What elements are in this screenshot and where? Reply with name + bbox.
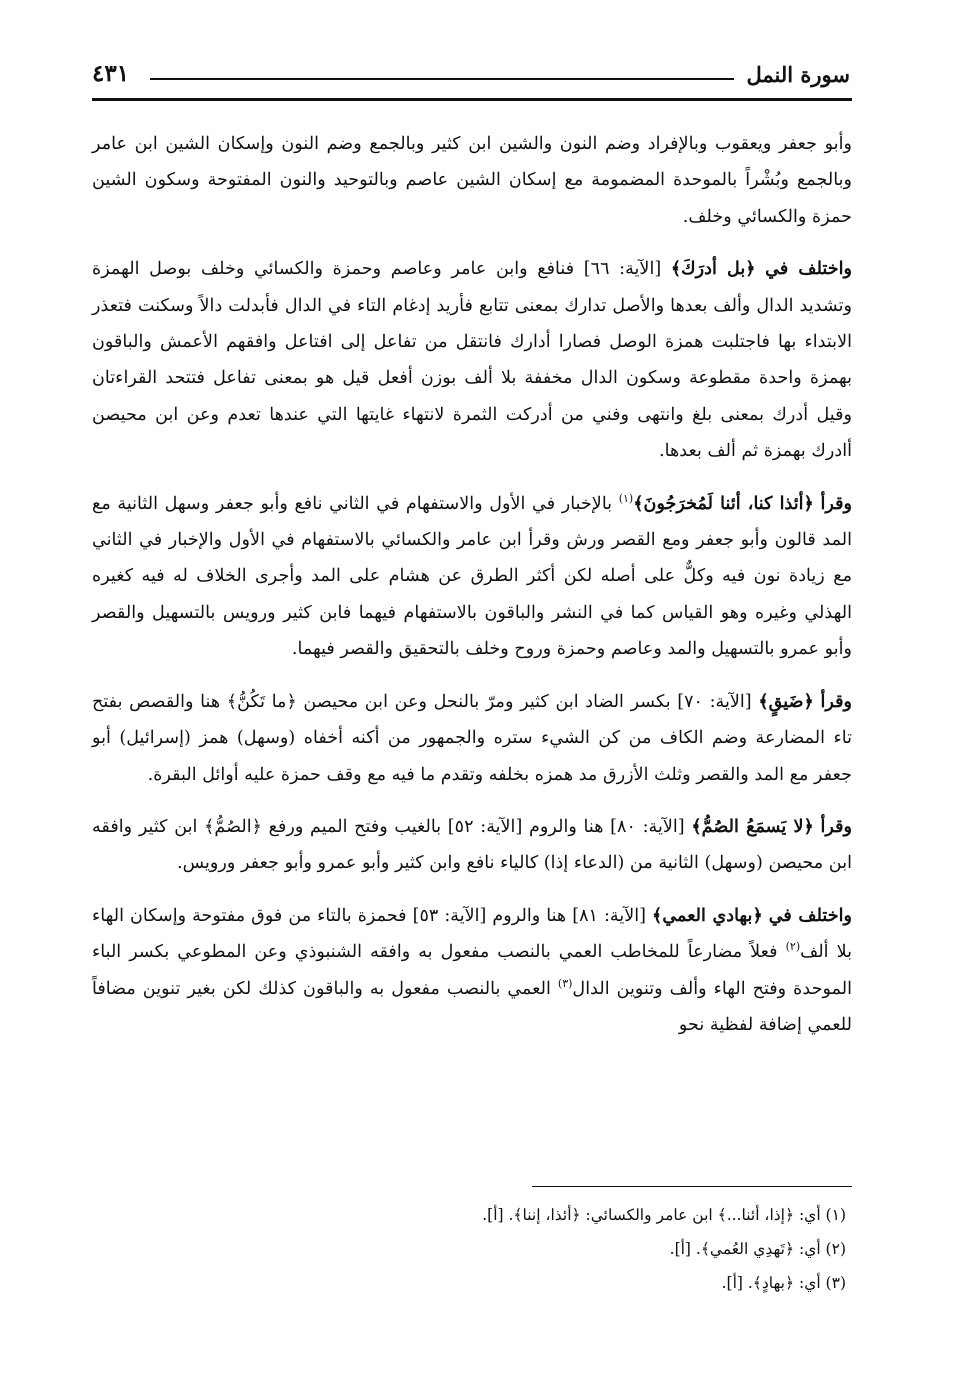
paragraph-text: [الآية: ٦٦] فنافع وابن عامر وعاصم وحمزة والكسائي وخلف بوصل الهمزة وتشديد الدال وألف بعدها والأصل تدارك بمعنى تتابع فأريد إدغام التاء في الدال فأبدلت دالاً وسكنت فتعذر الابتداء بها فاجتلبت همزة الوصل فصارا أدارك فانتقل من تفاعل إلى افتاعل وافقهم الأعمش والباقون بهمزة واحدة مقطوعة وسكون الدال مخففة بلا ألف بوزن أفعل قيل هو بمعنى تفاعل فتتحد القراءتان وقيل أدرك بمعنى بلغ وانتهى وفني من أدركت الثمرة لانتهاء غايتها التي عندها تعدم وعن ابن محيصن أادرك بهمزة ثم ألف بعدها.	[92, 259, 852, 462]
paragraph-text: [الآية: ٧٠] بكسر الضاد ابن كثير ومرّ بالنحل وعن ابن محيصن ﴿ما تَكُنُّ﴾ هنا والقصص بفتح تاء المضارعة وضم الكاف من كن الشيء ستره والجمهور من أكنه أخفاه (وسهل) همز (إسرائيل) أبو جعفر مع المد والقصر وثلث الأزرق مد همزه بخلفه وتقدم ما فيه مع وقف حمزة عليه أوائل البقرة.	[92, 691, 852, 785]
footnote-1: (١) أي: ﴿إذا، أئنا...﴾ ابن عامر والكسائي: ﴿أئذا، إننا﴾. [أ].	[482, 1206, 846, 1224]
paragraph-4	[92, 684, 852, 793]
paragraph-lead-word: واختلف في	[765, 258, 853, 280]
paragraph-5	[92, 809, 852, 882]
paragraph-1	[92, 126, 852, 235]
page-number: ٤٣١	[92, 60, 130, 87]
page-header	[92, 58, 852, 102]
footnote-separator	[532, 1186, 852, 1187]
paragraph-lead-word: واختلف في	[768, 904, 852, 926]
quran-citation: ﴿لا يَسمَعُ الصُمُّ﴾	[691, 815, 814, 837]
paragraph-text: وأبو جعفر ويعقوب وبالإفراد وضم النون والشين ابن كثير وبالجمع وضم النون وإسكان الشين ابن عامر وبالجمع وبُشْراً بالموحدة المضمومة مع إسكان الشين عاصم وبالتوحيد والنون المفتوحة وسكون الشين حمزة والكسائي وخلف.	[92, 134, 852, 227]
paragraph-3	[92, 486, 852, 668]
quran-citation: ﴿أئذا كنا، أئنا لَمُخرَجُونَ﴾	[633, 492, 814, 514]
paragraph-2	[92, 251, 852, 469]
footnote-ref-2[interactable]: (٢)	[785, 940, 801, 954]
footnote-ref-3[interactable]: (٣)	[557, 976, 573, 990]
footnote-2: (٢) أي: ﴿تَهدِي العُمي﴾. [أ].	[669, 1240, 846, 1258]
paragraph-text: بالإخبار في الأول والاستفهام في الثاني نافع وأبو جعفر وسهل الثانية مع المد قالون وأبو جعفر ومع القصر ورش وقرأ ابن عامر والكسائي بالاستفهام في الأول والإخبار في الثاني مع زيادة نون فيه وكلٌّ على أصله لكن أكثر الطرق عن هشام على المد وأجرى الخلاف له فيه كغيره الهذلي وغيره وهو القياس كما في النشر والباقون بالاستفهام فيهما فابن كثير ورويس بالتسهيل والقصر وأبو عمرو بالتسهيل والمد وعاصم وحمزة وروح وخلف بالتحقيق والقصر فيهما.	[92, 493, 852, 660]
header-rule	[92, 98, 852, 101]
sura-title: سورة النمل	[746, 62, 850, 87]
quran-citation: ﴿ضَيقٍ﴾	[758, 690, 814, 712]
paragraph-text: [الآية: ٨١] هنا والروم [الآية: ٥٣] فحمزة بالتاء من فوق مفتوحة وإسكان الهاء بلا ألف	[92, 905, 852, 963]
page-body	[92, 126, 852, 1059]
header-line	[150, 78, 734, 80]
footnote-3: (٣) أي: ﴿بهادٍ﴾. [أ].	[721, 1274, 846, 1292]
quran-citation: ﴿بهادي العمي﴾	[652, 904, 763, 926]
footnotes	[340, 1198, 846, 1300]
paragraph-lead-word: وقرأ	[820, 815, 852, 837]
paragraph-text: فعلاً مضارعاً للمخاطب العمي بالنصب مفعول به وافقه الشنبوذي وعن المطوعي بكسر الباء الموحدة وفتح الهاء وألف وتنوين الدال	[92, 942, 852, 999]
paragraph-6	[92, 898, 852, 1044]
paragraph-text: [الآية: ٨٠] هنا والروم [الآية: ٥٢] بالغيب وفتح الميم ورفع ﴿الصُمُّ﴾ ابن كثير وافقه ابن محيصن (وسهل) الثانية من (الدعاء إذا) كالياء نافع وابن كثير وأبو عمرو وأبو جعفر ورويس.	[92, 816, 852, 874]
quran-citation: ﴿بل أدرَكَ﴾	[670, 258, 756, 280]
paragraph-lead-word: وقرأ	[820, 690, 853, 712]
paragraph-lead-word: وقرأ	[820, 492, 852, 514]
paragraph-text: العمي بالنصب مفعول به والباقون كذلك لكن بغير تنوين مضافاً للعمي إضافة لفظية نحو	[92, 978, 852, 1035]
footnote-ref-1[interactable]: (١)	[618, 491, 634, 505]
